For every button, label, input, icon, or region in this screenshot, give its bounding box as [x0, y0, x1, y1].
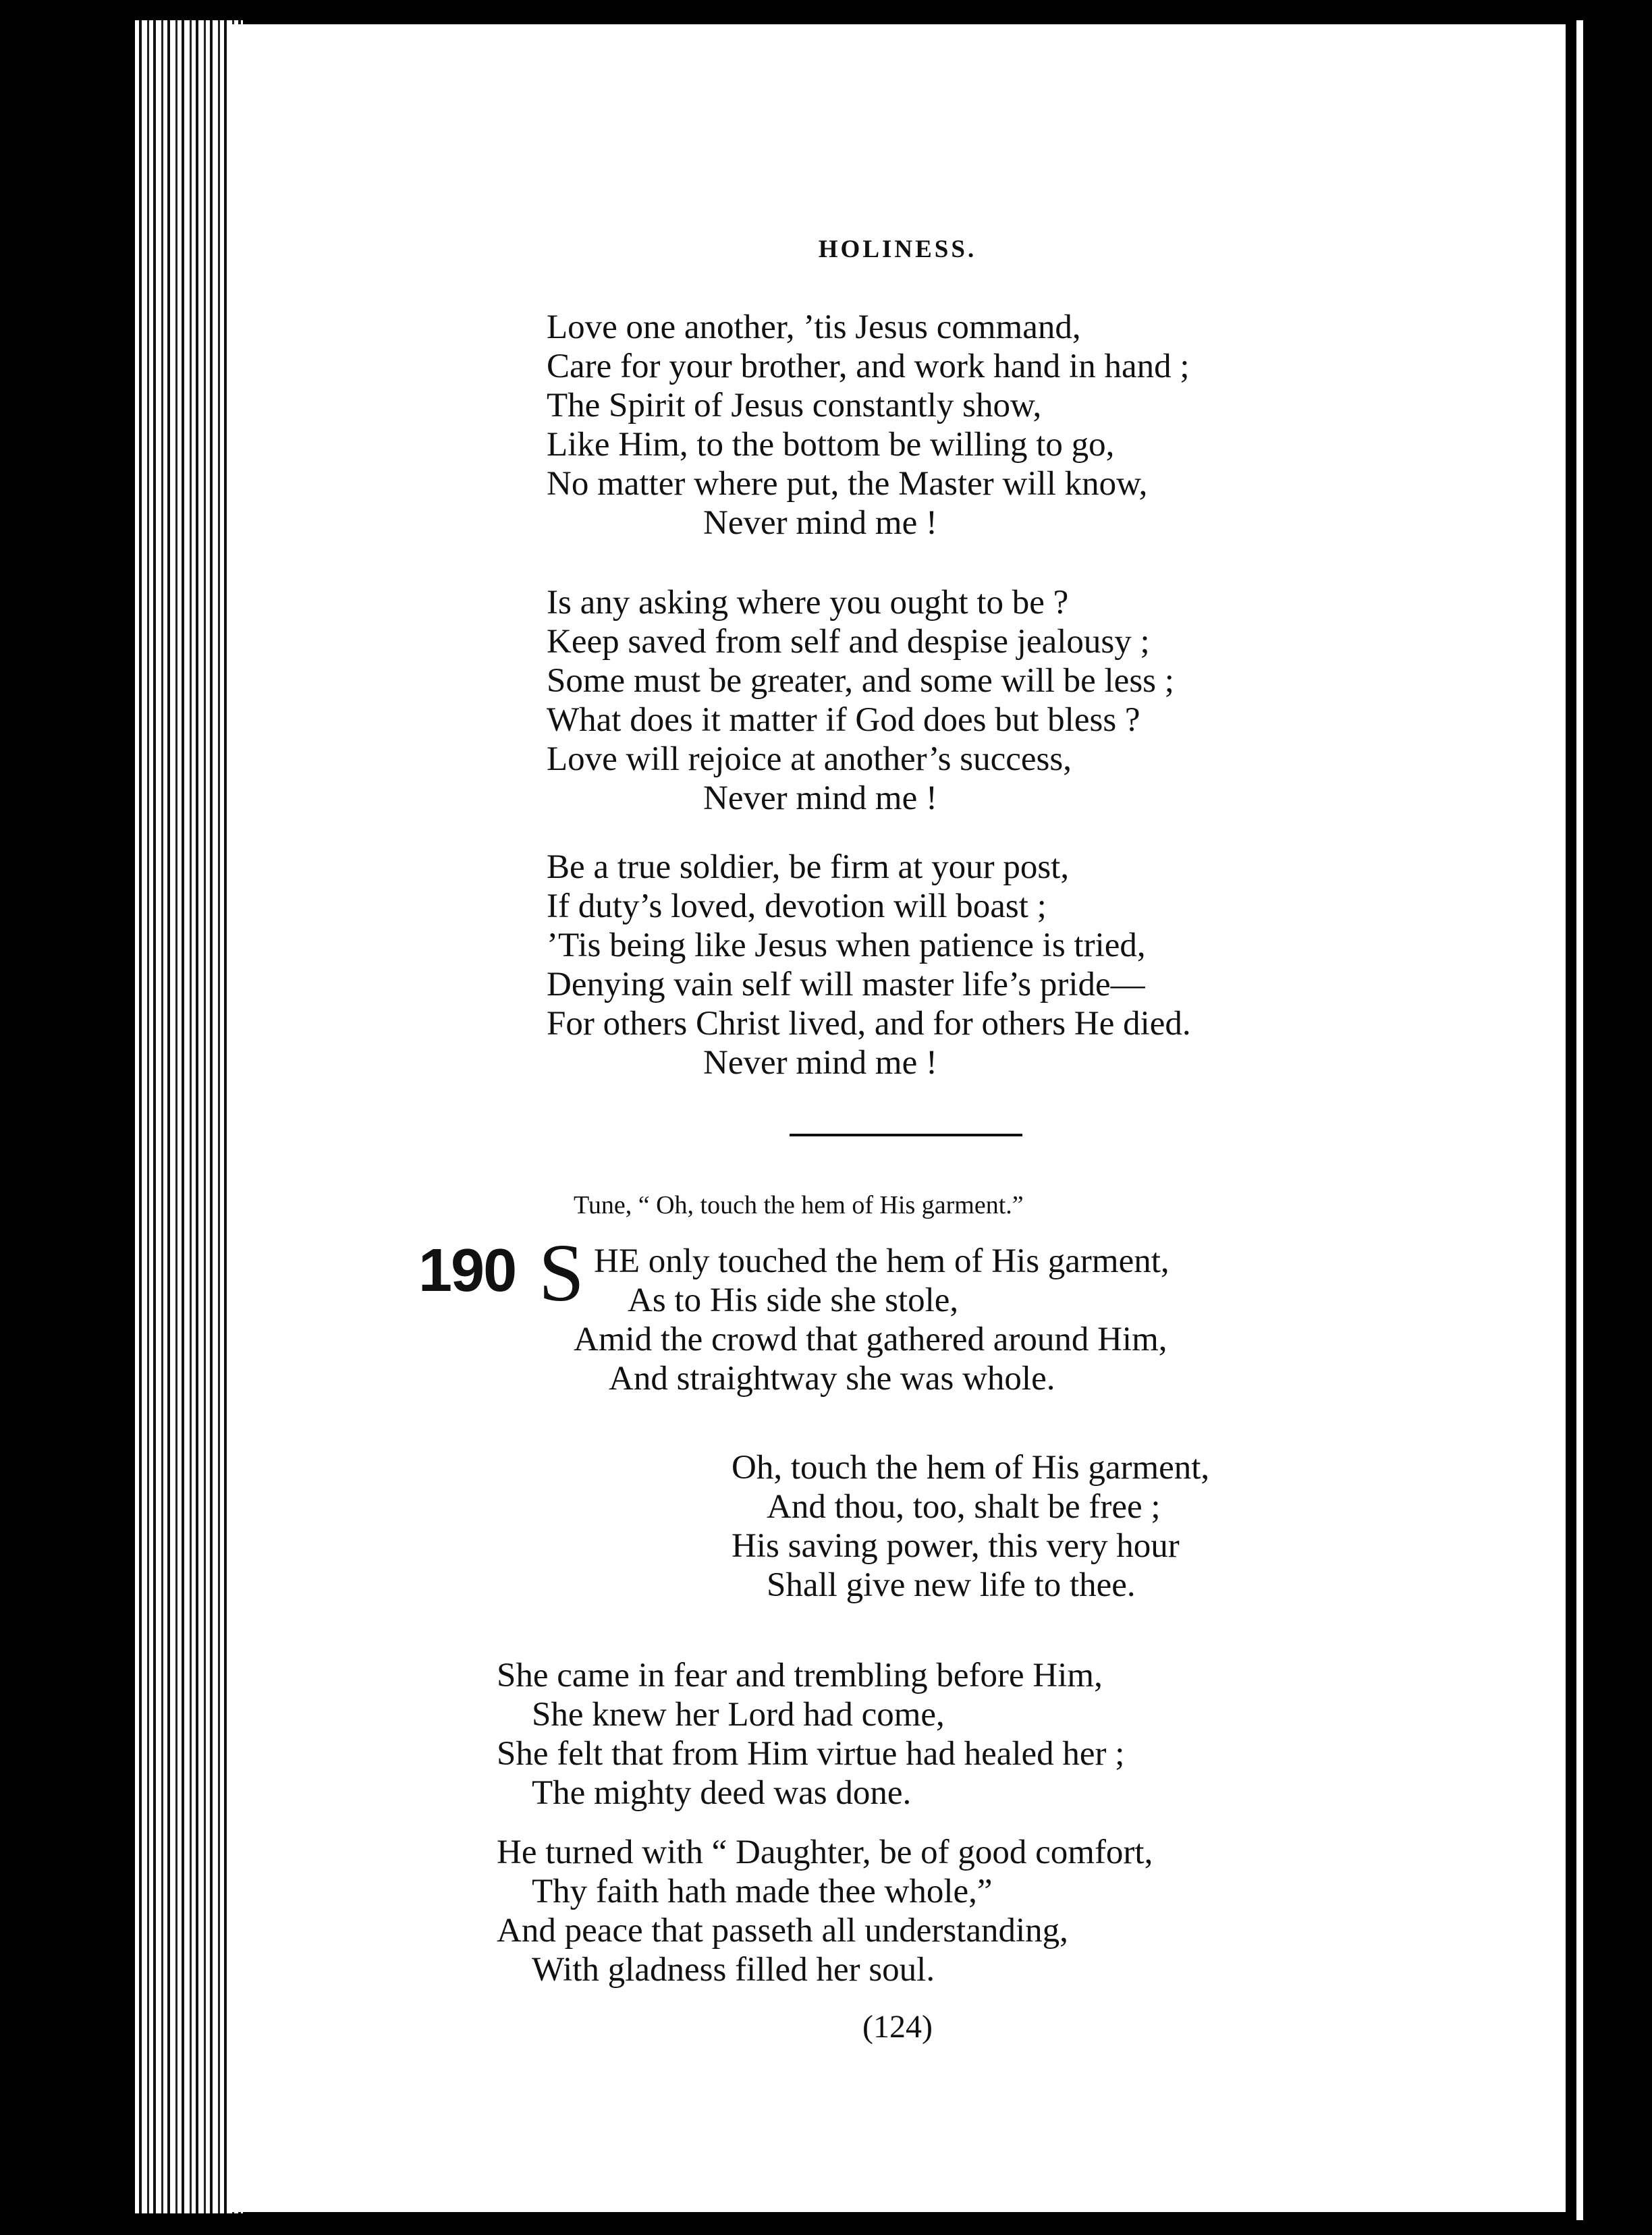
chorus-line: Oh, touch the hem of His garment, — [732, 1449, 1210, 1487]
drop-cap: S — [539, 1227, 584, 1319]
book-page — [229, 24, 1566, 2212]
verse-line: Like Him, to the bottom be willing to go, — [547, 426, 1115, 464]
facing-page-edge — [1576, 20, 1583, 2220]
hymn-chorus — [732, 1448, 1209, 1605]
tune-line: Tune, “ Oh, touch the hem of His garment.” — [574, 1191, 1024, 1219]
stanza-2 — [547, 583, 1174, 818]
verse-line: Care for your brother, and work hand in hand ; — [547, 348, 1190, 385]
refrain-line: Never mind me ! — [703, 504, 937, 542]
verse-line: ’Tis being like Jesus when patience is tried, — [547, 927, 1146, 964]
stanza-1 — [547, 308, 1190, 543]
refrain-line: Never mind me ! — [703, 1044, 937, 1082]
verse-line: She knew her Lord had come, — [532, 1696, 945, 1734]
verse-line: Is any asking where you ought to be ? — [547, 584, 1069, 622]
hymn-number: 190 — [418, 1237, 516, 1304]
stanza-3 — [547, 848, 1191, 1082]
verse-line: Love one another, ’tis Jesus command, — [547, 308, 1081, 346]
verse-line: If duty’s loved, devotion will boast ; — [547, 887, 1047, 925]
verse-line: Keep saved from self and despise jealousy ; — [547, 623, 1150, 661]
section-divider — [790, 1134, 1022, 1136]
running-head: HOLINESS. — [818, 236, 977, 263]
verse-line: The Spirit of Jesus constantly show, — [547, 387, 1042, 424]
verse-line: She came in fear and trembling before Him, — [497, 1657, 1103, 1694]
chorus-line: And thou, too, shalt be free ; — [767, 1488, 1161, 1526]
verse-line: What does it matter if God does but bless ? — [547, 701, 1140, 739]
page-edges — [135, 20, 243, 2213]
verse-line: Be a true soldier, be firm at your post, — [547, 848, 1070, 886]
verse-line: Thy faith hath made thee whole,” — [532, 1873, 993, 1910]
verse-line: As to His side she stole, — [628, 1281, 959, 1319]
page-number: (124) — [862, 2009, 933, 2045]
verse-line: The mighty deed was done. — [532, 1774, 912, 1812]
verse-line: She felt that from Him virtue had healed her ; — [497, 1735, 1125, 1773]
chorus-line: His saving power, this very hour — [732, 1527, 1180, 1565]
verse-line: No matter where put, the Master will know, — [547, 465, 1148, 503]
verse-line: Love will rejoice at another’s success, — [547, 740, 1072, 778]
verse-line: He turned with “ Daughter, be of good comfort, — [497, 1833, 1153, 1871]
verse-line: For others Christ lived, and for others He died. — [547, 1005, 1191, 1043]
hymn-verse-2 — [497, 1656, 1124, 1813]
verse-line: With gladness filled her soul. — [532, 1951, 935, 1989]
verse-line: And straightway she was whole. — [609, 1360, 1055, 1398]
hymn-verse-1 — [574, 1242, 1169, 1398]
chorus-line: Shall give new life to thee. — [767, 1566, 1136, 1604]
refrain-line: Never mind me ! — [703, 779, 937, 817]
verse-line: HE only touched the hem of His garment, — [594, 1242, 1169, 1280]
verse-line: And peace that passeth all understanding, — [497, 1912, 1068, 1950]
hymn-verse-3 — [497, 1833, 1153, 1989]
verse-line: Denying vain self will master life’s pride— — [547, 966, 1145, 1003]
verse-line: Some must be greater, and some will be less ; — [547, 662, 1174, 700]
verse-line: Amid the crowd that gathered around Him, — [574, 1321, 1167, 1358]
